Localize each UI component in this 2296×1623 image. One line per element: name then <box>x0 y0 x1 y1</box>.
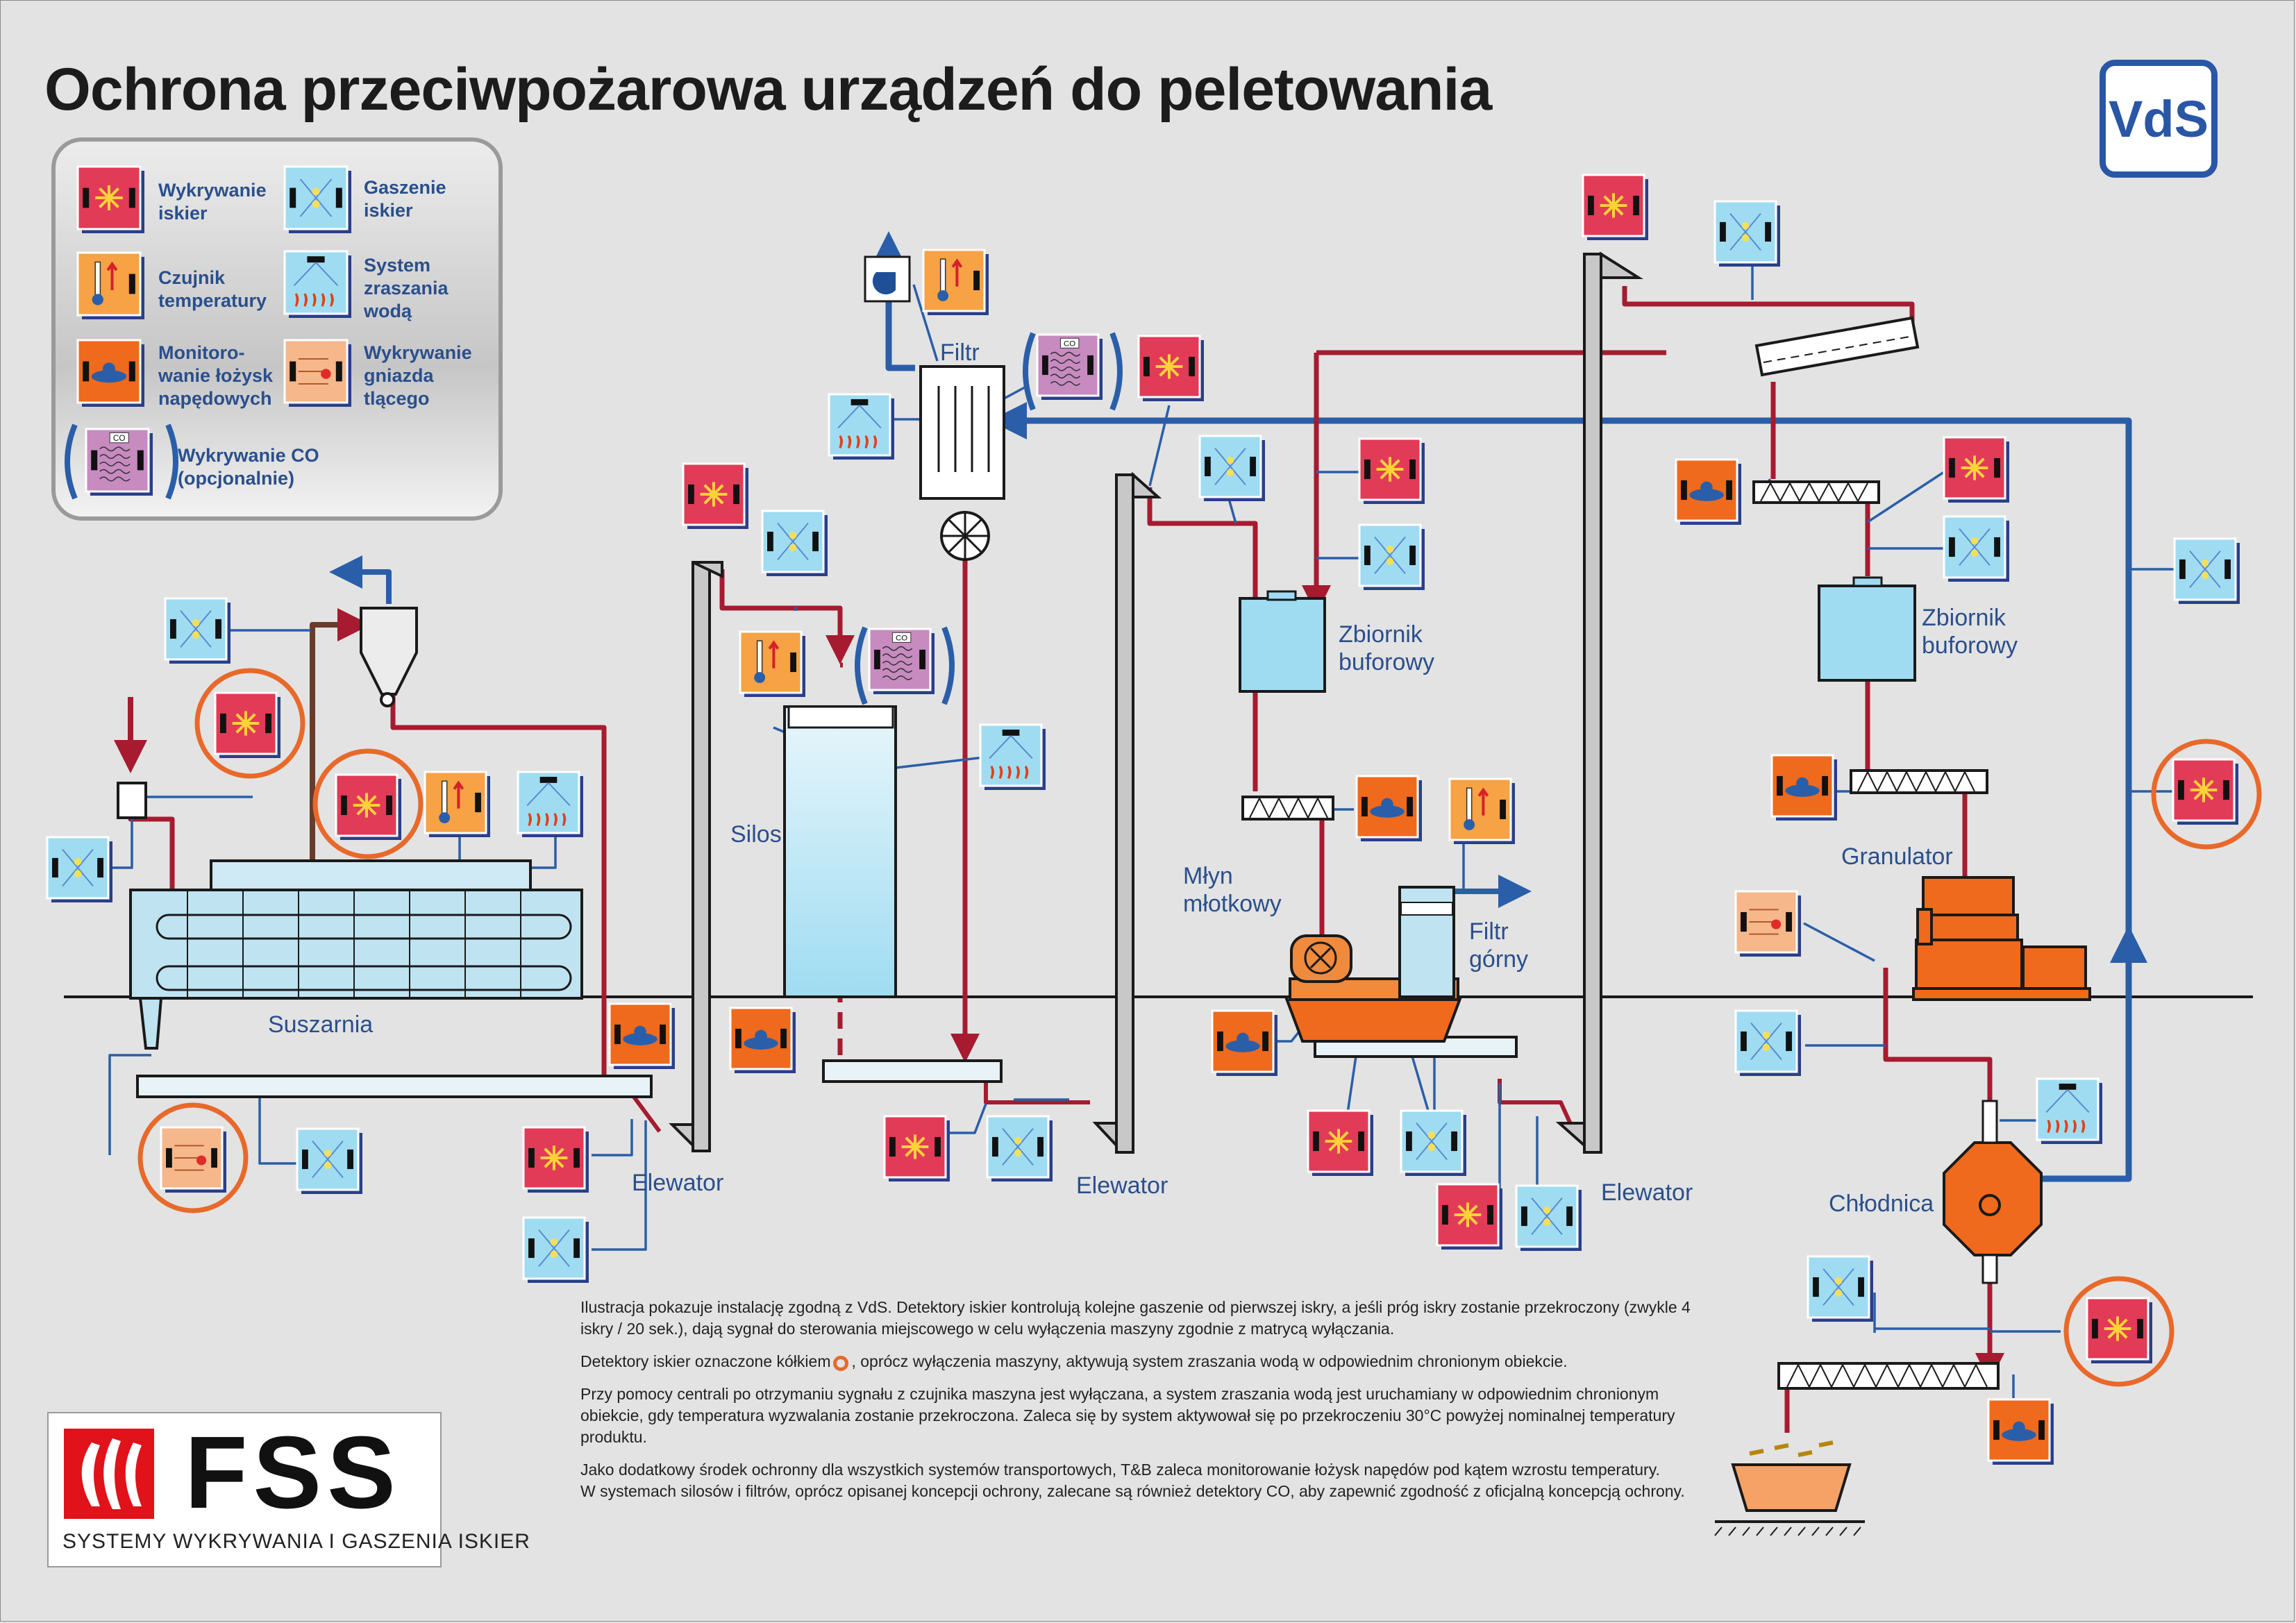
dryer-inlet-box <box>118 783 146 818</box>
sensor-bear-mill <box>1212 1011 1277 1076</box>
description-p5: W systemach silosów i filtrów, oprócz opisanej koncepcji ochrony, zalecane są również detektory CO, aby zapewnić zgodność z oficjalną koncepcją ochrony. <box>580 1482 1685 1500</box>
elevator-1 <box>672 562 722 1151</box>
label-zbiornik-2: Zbiornik buforowy <box>1922 605 2018 659</box>
conveyor-1 <box>137 1076 651 1097</box>
fss-tagline: SYSTEMY WYKRYWANIA I GASZENIA ISKIER <box>62 1530 530 1553</box>
sensor-spark-elev1 <box>523 1127 589 1193</box>
cyclone-exhaust-pipe <box>346 572 389 604</box>
screw-granulator <box>1851 771 1987 793</box>
sensor-temp-filter <box>923 250 989 315</box>
sensor-ext-elev3 <box>1516 1186 1582 1251</box>
label-filtr: Filtr <box>940 339 980 366</box>
sensor-ext-sifter <box>1944 516 2009 582</box>
description-p2b: , oprócz wyłączenia maszyny, aktywują system zraszania wodą w odpowiednim chronionym obiekcie. <box>851 1352 1568 1370</box>
fss-wordmark: FSS <box>185 1415 401 1530</box>
buffer-tank-1 <box>1240 598 1325 691</box>
legend-co-bracket-right <box>168 425 176 498</box>
sensor-temp-filter-gorny <box>1450 779 1515 844</box>
sensor-temp-dryer <box>425 772 490 837</box>
legend-extinguish-icon <box>285 167 351 233</box>
sensor-spray-dryer <box>518 772 583 837</box>
label-silos: Silos <box>730 821 782 848</box>
label-granulator: Granulator <box>1841 843 1953 870</box>
sensor-temp-silo <box>740 632 805 697</box>
co-bracket-filter-right <box>1112 333 1120 410</box>
cyclone-body <box>361 608 417 694</box>
sensor-ext-dryer-cyclone <box>165 598 231 664</box>
cyclone <box>361 608 417 706</box>
label-elewator-1: Elewator <box>632 1170 724 1196</box>
buffer-tank-2 <box>1819 586 1915 680</box>
fss-flame-icon <box>64 1429 154 1519</box>
sensor-spark-right <box>2173 759 2238 825</box>
sensor-ext-conveyor-1 <box>297 1129 362 1194</box>
sensor-spark-buffer1 <box>1359 439 1425 504</box>
legend-temperature-icon <box>78 253 144 319</box>
sensor-bear-screw3 <box>1772 755 1837 821</box>
fss-logo-box <box>47 1412 530 1567</box>
sensor-spray-filter <box>829 394 894 460</box>
co-bracket-silo-right <box>944 628 952 704</box>
cooler <box>1944 1101 2041 1283</box>
description-p4: Jako dodatkowy środek ochronny dla wszystkich systemów transportowych, T&B zaleca monitorowanie łożysk napędów pod kątem wzrostu temperatury. <box>580 1461 1660 1479</box>
granulator <box>1913 877 2090 1000</box>
sensor-spark-dryer-1 <box>215 693 280 758</box>
sensor-spark-elev1-top <box>683 464 748 529</box>
legend-co-icon <box>86 429 153 496</box>
sig-elev2-a <box>948 1104 986 1133</box>
legend-bearing-icon <box>78 340 144 407</box>
sensor-ext-dryer-left <box>47 837 112 902</box>
sensor-bear-elev1 <box>610 1004 675 1069</box>
sensor-spray-cooler <box>2037 1079 2102 1144</box>
conveyor-2 <box>823 1061 1001 1082</box>
label-chlodnica: Chłodnica <box>1829 1191 1934 1217</box>
sensor-ext-elev3-top <box>1715 201 1780 267</box>
dryer-body <box>131 890 582 998</box>
legend-label-temperature-sensor: Czujnik temperatury <box>158 267 267 311</box>
sensor-icons <box>47 167 2259 1465</box>
sensor-ext-elev2 <box>987 1116 1053 1181</box>
sensor-spray-silo <box>980 725 1046 790</box>
label-filtr-gorny: Filtr górny <box>1469 918 1529 973</box>
elevator-3 <box>1559 254 1639 1152</box>
sensor-ext-buffer1-b <box>1359 525 1425 590</box>
legend-label-co-detection: Wykrywanie CO (opcjonalnie) <box>178 445 319 489</box>
legend-co-bracket-left <box>67 425 75 498</box>
sensor-ext-cooler <box>1808 1256 1873 1322</box>
silo-body <box>785 707 896 997</box>
legend-label-bearing-monitoring: Monitoro- wanie łożysk napędowych <box>158 342 274 409</box>
elev3-head-to-sifter <box>1625 286 1912 325</box>
svg-text:CO: CO <box>112 434 126 444</box>
sensor-bear-sifter <box>1676 460 1741 525</box>
label-suszarnia: Suszarnia <box>268 1011 374 1038</box>
description-p3: Przy pomocy centrali po otrzymaniu sygnału z czujnika maszyna jest wyłączana, a system zraszania wodą jest uruchamiany w odpowiednim chronionym obiekcie, gdy temperatura wyzwalania zostanie przekroczona. Zaleca się by system aktywował się po przekroczeniu 30°C powyżej nominalnej temperatury produktu. <box>580 1385 1675 1446</box>
legend-label-spark-detection: Wykrywanie iskier <box>158 180 267 224</box>
svg-text:CO: CO <box>896 634 908 643</box>
vds-logo: VdS <box>2100 60 2218 178</box>
pellet-bin <box>1715 1443 1865 1536</box>
page-title: Ochrona przeciwpożarowa urządzeń do peletowania <box>44 56 1492 123</box>
sensor-ext-silo-top <box>762 511 828 576</box>
screw-sifter <box>1754 482 1879 503</box>
sensor-spark-cooler <box>2087 1298 2152 1363</box>
sensor-glow-granulator <box>1736 891 1801 957</box>
sensor-spark-elev2 <box>885 1116 950 1181</box>
sensor-spark-dryer-2 <box>336 775 401 840</box>
sensor-ext-elev1 <box>523 1218 589 1283</box>
sensor-bear-mill-feeder <box>1357 776 1422 841</box>
sensor-co-silo <box>869 629 935 694</box>
elevator-2 <box>1096 475 1158 1152</box>
sensor-spark-mill <box>1308 1111 1373 1176</box>
svg-text:CO: CO <box>1064 339 1076 348</box>
label-elewator-3: Elewator <box>1601 1179 1693 1206</box>
sensor-ext-granulator <box>1736 1011 1801 1076</box>
legend-sprinkler-icon <box>285 251 351 318</box>
legend-spark-icon <box>78 167 144 233</box>
description-p2a: Detektory iskier oznaczone kółkiem <box>580 1352 831 1370</box>
legend-label-glow-detection: Wykrywanie gniazda tlącego <box>364 342 472 409</box>
sig-elev1-a <box>592 1119 632 1155</box>
sensor-glow-dryer <box>161 1127 226 1193</box>
sifter <box>1757 318 1918 375</box>
sensor-ext-buffer1-a <box>1200 436 1265 501</box>
sig-gran-2 <box>1804 923 1875 961</box>
pipe-network <box>108 250 2175 1433</box>
sig-filter-4 <box>1150 405 1169 486</box>
legend-label-extinguishing: Gaszenie iskier <box>364 177 446 221</box>
sensor-co-filter <box>1037 335 1103 400</box>
dryer-hopper <box>140 998 161 1048</box>
label-elewator-2: Elewator <box>1076 1172 1168 1199</box>
legend-glow-icon <box>285 340 351 407</box>
dryer-top-hood <box>211 861 530 891</box>
description-p1: Ilustracja pokazuje instalację zgodną z VdS. Detektory iskier kontrolują kolejne gaszenie od pierwszej iskry, a jeśli próg iskry zostanie przekroczony (zwykle 4 iskry / 20 sek.), dają sygnał do sterowania miejscowego w celu wyłączenia maszyny zgodnie z matrycą wyłączania. <box>580 1298 1691 1338</box>
description-p2 <box>580 1351 1705 1372</box>
sensor-spark-elev3 <box>1437 1184 1502 1250</box>
sensor-ext-right <box>2175 539 2240 604</box>
co-bracket-filter-left <box>1025 333 1033 410</box>
sensor-ext-mill <box>1401 1111 1466 1176</box>
ring-marker-icon <box>833 1356 848 1371</box>
label-zbiornik-1: Zbiornik buforowy <box>1339 621 1434 675</box>
description-text <box>580 1297 1705 1513</box>
legend-label-sprinkler: System zraszania wodą <box>364 255 449 321</box>
sensor-bear-conveyor-2 <box>730 1008 796 1073</box>
sensor-spark-elev3-top <box>1583 175 1648 240</box>
sensor-spark-filter <box>1139 336 1204 401</box>
sensor-bear-screw4 <box>1988 1399 2054 1465</box>
co-bracket-silo-left <box>857 628 865 704</box>
silo-top <box>789 707 893 728</box>
sensor-spark-sifter <box>1944 437 2009 503</box>
label-mlyn-mlotkowy: Młyn młotkowy <box>1183 863 1282 917</box>
